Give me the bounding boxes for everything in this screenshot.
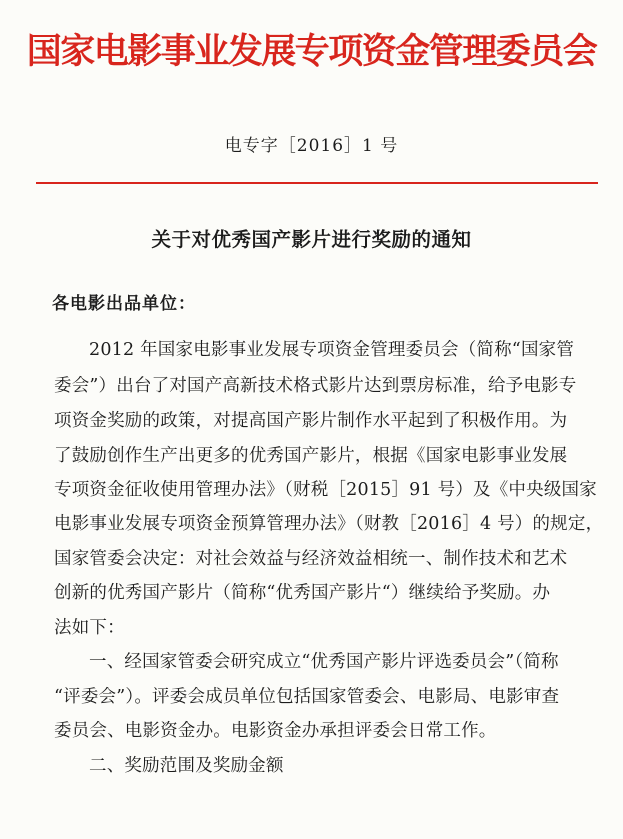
red-divider-line — [36, 182, 598, 184]
notice-title: 关于对优秀国产影片进行奖励的通知 — [151, 228, 472, 251]
paragraph-line: “评委会”）。评委会成员单位包括国家管委会、电影局、电影审查 — [54, 687, 560, 707]
paragraph-line: 法如下： — [54, 618, 125, 638]
paragraph-line: 国家管委会决定：对社会效益与经济效益相统一、制作技术和艺术 — [54, 549, 568, 569]
paragraph-line: 创新的优秀国产影片（简称“优秀国产影片“）继续给予奖励。办 — [54, 583, 551, 603]
paragraph-line: 委员会、电影资金办。电影资金办承担评委会日常工作。 — [54, 721, 497, 741]
document-number: 电专字［2016］1 号 — [224, 136, 399, 156]
paragraph-line: 一、经国家管委会研究成立“优秀国产影片评选委员会”（简称 — [89, 652, 559, 672]
paragraph-line: 了鼓励创作生产出更多的优秀国产影片，根据《国家电影事业发展 — [54, 446, 568, 466]
salutation: 各电影出品单位： — [52, 294, 196, 314]
paragraph-line: 委会”）出台了对国产高新技术格式影片达到票房标准，给予电影专 — [54, 376, 577, 396]
paragraph-line: 专项资金征收使用管理办法》（财税［2015］91 号）及《中央级国家 — [54, 480, 597, 500]
paragraph-line: 项资金奖励的政策，对提高国产影片制作水平起到了积极作用。为 — [54, 411, 568, 431]
paragraph-line: 电影事业发展专项资金预算管理办法》（财教［2016］4 号）的规定， — [54, 514, 604, 534]
issuer-header: 国家电影事业发展专项资金管理委员会 — [26, 32, 597, 72]
paragraph-line: 2012 年国家电影事业发展专项资金管理委员会（简称“国家管 — [89, 340, 575, 360]
section-heading: 二、奖励范围及奖励金额 — [89, 756, 284, 776]
